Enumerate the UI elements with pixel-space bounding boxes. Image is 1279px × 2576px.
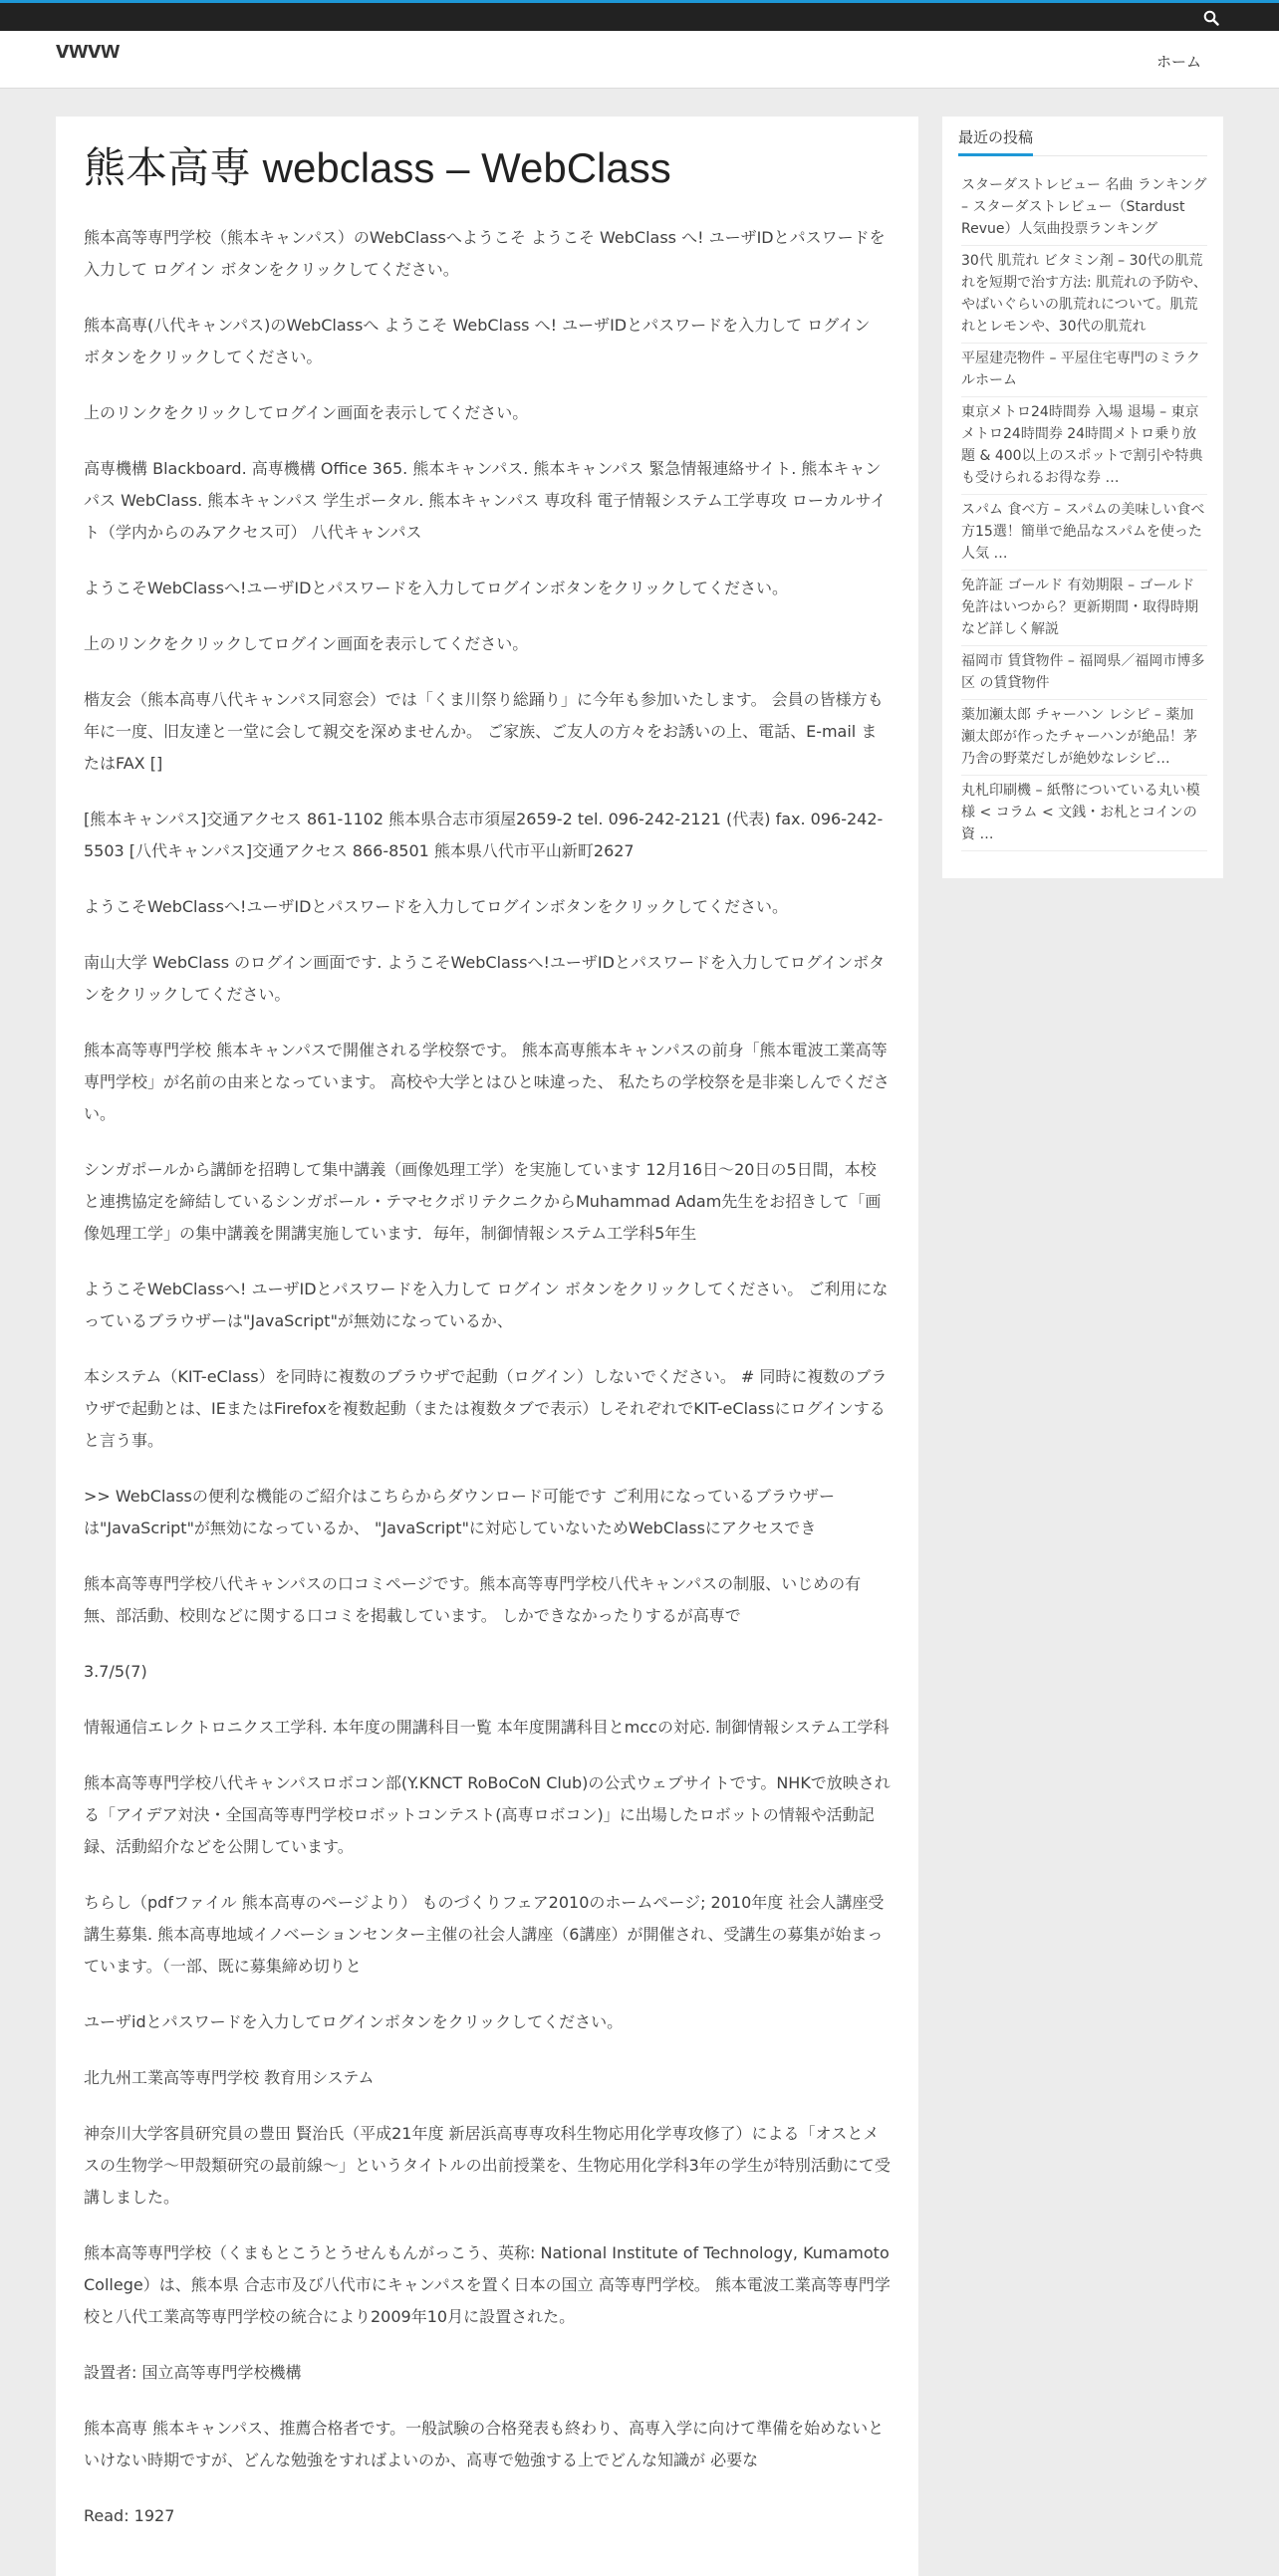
recent-post-link[interactable]: 東京メトロ24時間券 入場 退場 – 東京メトロ24時間券 24時間メトロ乗り放題 & 400以上のスポットで割引や特典も受けられるお得な券 … (961, 404, 1203, 486)
article-paragraph: ようこそWebClassへ! ユーザIDとパスワードを入力して ログイン ボタンをクリックしてください。 ご利用になっているブラウザーは"JavaScript"が無効になっているか、 (84, 1280, 889, 1330)
article-paragraph: ユーザidとパスワードを入力してログインボタンをクリックしてください。 (84, 2012, 624, 2031)
article-paragraph: 熊本高等専門学校八代キャンパスロボコン部(Y.KNCT RoBoCoN Club)の公式ウェブサイトです。NHKで放映される「アイデア対決・全国高等専門学校ロボットコンテスト(高専ロボコン)」に出場したロボットの情報や活動記録、活動紹介などを公開しています。 (84, 1773, 891, 1856)
top-bar (0, 0, 1279, 31)
article-paragraph: シンガポールから講師を招聘して集中講義（画像処理工学）を実施しています 12月16日～20日の5日間，本校と連携協定を締結しているシンガポール・テマセクポリテクニクからMuhammad Adam先生をお招きして「画像処理工学」の集中講義を開講実施しています．毎年，制御情報システム工学科5年生 (84, 1160, 882, 1243)
article-paragraph: 熊本高等専門学校 熊本キャンパスで開催される学校祭です。 熊本高専熊本キャンパスの前身「熊本電波工業高等専門学校」が名前の由来となっています。 高校や大学とはひと味違った、 私たちの学校祭を是非楽しんでください。 (84, 1041, 890, 1123)
article-paragraph: 設置者: 国立高等専門学校機構 (84, 2363, 302, 2382)
recent-post-link[interactable]: スターダストレビュー 名曲 ランキング – スターダストレビュー（Stardust Revue）人気曲投票ランキング (961, 177, 1207, 237)
list-item (961, 646, 1207, 700)
article-paragraph: [熊本キャンパス]交通アクセス 861-1102 熊本県合志市須屋2659-2 tel. 096-242-2121 (代表) fax. 096-242-5503 [八代キャンパス]交通アクセス 866-8501 熊本県八代市平山新町2627 (84, 810, 884, 860)
recent-posts-title: 最近の投稿 (958, 122, 1033, 156)
article-body (84, 222, 891, 2532)
article-paragraph: ようこそWebClassへ!ユーザIDとパスワードを入力してログインボタンをクリックしてください。 (84, 579, 788, 597)
article-paragraph: 南山大学 WebClass のログイン画面です. ようこそWebClassへ!ユーザIDとパスワードを入力してログインボタンをクリックしてください。 (84, 953, 886, 1004)
list-item (961, 246, 1207, 344)
article-paragraph: 高専機構 Blackboard. 高専機構 Office 365. 熊本キャンパス. 熊本キャンパス 緊急情報連絡サイト. 熊本キャンパス WebClass. 熊本キャンパス 学生ポータル. 熊本キャンパス 専攻科 電子情報システム工学専攻 ローカルサイト（学内からのみアクセス可） 八代キャンパス (84, 459, 887, 542)
article-paragraph: 情報通信エレクトロニクス工学科. 本年度の開講科目一覧 本年度開講科目とmccの対応. 制御情報システム工学科 (84, 1718, 890, 1737)
nav-home-link[interactable]: ホーム (1155, 53, 1201, 71)
sidebar (942, 117, 1223, 878)
list-item (961, 495, 1207, 571)
article-paragraph: 上のリンクをクリックしてログイン画面を表示してください。 (84, 403, 529, 422)
article-paragraph: 3.7/5(7) (84, 1662, 147, 1681)
article-paragraph: 熊本高等専門学校八代キャンパスの口コミページです。熊本高等専門学校八代キャンパスの制服、いじめの有無、部活動、校則などに関する口コミを掲載しています。 しかできなかったりするが高専で (84, 1574, 862, 1625)
article-paragraph: Read: 1927 (84, 2506, 175, 2525)
article-title: 熊本高専 webclass – WebClass (84, 144, 671, 191)
article-paragraph: ようこそWebClassへ!ユーザIDとパスワードを入力してログインボタンをクリックしてください。 (84, 897, 788, 916)
article-paragraph: 熊本高専 熊本キャンパス、推薦合格者です。一般試験の合格発表も終わり、高専入学に向けて準備を始めないといけない時期ですが、どんな勉強をすればよいのか、高専で勉強する上でどんな知識が 必要な (84, 2419, 885, 2469)
list-item (961, 776, 1207, 851)
article-paragraph: >> WebClassの便利な機能のご紹介はこちらからダウンロード可能です ご利用になっているブラウザーは"JavaScript"が無効になっているか、 "JavaScript"に対応していないためWebClassにアクセスでき (84, 1487, 835, 1537)
list-item (961, 571, 1207, 646)
article-paragraph: 熊本高等専門学校（熊本キャンパス）のWebClassへようこそ ようこそ WebClass へ! ユーザIDとパスワードを入力して ログイン ボタンをクリックしてください。 (84, 228, 886, 279)
article-paragraph: 熊本高等専門学校（くまもとこうとうせんもんがっこう、英称: National Institute of Technology, Kumamoto College）は、熊本県 合志市及び八代市にキャンパスを置く日本の国立 高等専門学校。 熊本電波工業高等専門学校と八代工業高等専門学校の統合により2009年10月に設置された。 (84, 2243, 891, 2326)
recent-post-link[interactable]: 平屋建売物件 – 平屋住宅専門のミラクルホーム (961, 351, 1200, 388)
recent-post-link[interactable]: 丸札印刷機 – 紙幣についている丸い模様 < コラム < 文銭・お札とコインの資 … (961, 783, 1200, 842)
list-item (961, 170, 1207, 246)
recent-post-link[interactable]: 免許証 ゴールド 有効期限 – ゴールド免許はいつから？更新期間・取得時期など詳しく解説 (961, 578, 1198, 637)
recent-post-link[interactable]: スパム 食べ方 – スパムの美味しい食べ方15選！簡単で絶品なスパムを使った人気 … (961, 502, 1205, 562)
recent-post-link[interactable]: 薬加瀬太郎 チャーハン レシピ – 薬加瀬太郎が作ったチャーハンが絶品！茅乃舎の野菜だしが絶妙なレシピ… (961, 707, 1197, 767)
article-paragraph: 楷友会（熊本高専八代キャンパス同窓会）では「くま川祭り総踊り」に今年も参加いたします。 会員の皆様方も年に一度、旧友達と一堂に会して親交を深めませんか。 ご家族、ご友人の方々をお誘いの上、電話、E-mail またはFAX [] (84, 690, 884, 773)
site-title-link[interactable]: vwvw (56, 37, 121, 64)
site-header (0, 31, 1279, 89)
list-item (961, 344, 1207, 397)
article-paragraph: 熊本高専(八代キャンパス)のWebClassへ ようこそ WebClass へ! ユーザIDとパスワードを入力して ログイン ボタンをクリックしてください。 (84, 316, 871, 366)
article-paragraph: 上のリンクをクリックしてログイン画面を表示してください。 (84, 634, 529, 653)
article-paragraph: 本システム（KIT-eClass）を同時に複数のブラウザで起動（ログイン）しないでください。 # 同時に複数のブラウザで起動とは、IEまたはFirefoxを複数起動（または複数タブで表示）しそれぞれでKIT-eClassにログインすると言う事。 (84, 1367, 888, 1450)
article-paragraph: ちらし（pdfファイル 熊本高専のページより） ものづくりフェア2010のホームページ; 2010年度 社会人講座受講生募集. 熊本高専地域イノベーションセンター主催の社会人講座（6講座）が開催され、受講生の募集が始まっています。（一部、既に募集締め切りと (84, 1893, 885, 1976)
search-icon[interactable] (1203, 10, 1219, 26)
article-paragraph: 北九州工業高等専門学校 教育用システム (84, 2068, 375, 2087)
list-item (961, 397, 1207, 495)
recent-post-link[interactable]: 30代 肌荒れ ビタミン剤 – 30代の肌荒れを短期で治す方法: 肌荒れの予防や、やばいぐらいの肌荒れについて。肌荒れとレモンや、30代の肌荒れ (961, 253, 1207, 335)
article-paragraph: 神奈川大学客員研究員の豊田 賢治氏（平成21年度 新居浜高専専攻科生物応用化学専攻修了）による「オスとメスの生物学～甲殻類研究の最前線～」というタイトルの出前授業を、生物応用化学科3年の学生が特別活動にて受講しました。 (84, 2124, 891, 2207)
main-content (56, 117, 918, 2576)
list-item (961, 700, 1207, 776)
recent-post-link[interactable]: 福岡市 賃貸物件 – 福岡県／福岡市博多区 の賃貸物件 (961, 653, 1205, 691)
recent-posts-list (958, 170, 1207, 851)
